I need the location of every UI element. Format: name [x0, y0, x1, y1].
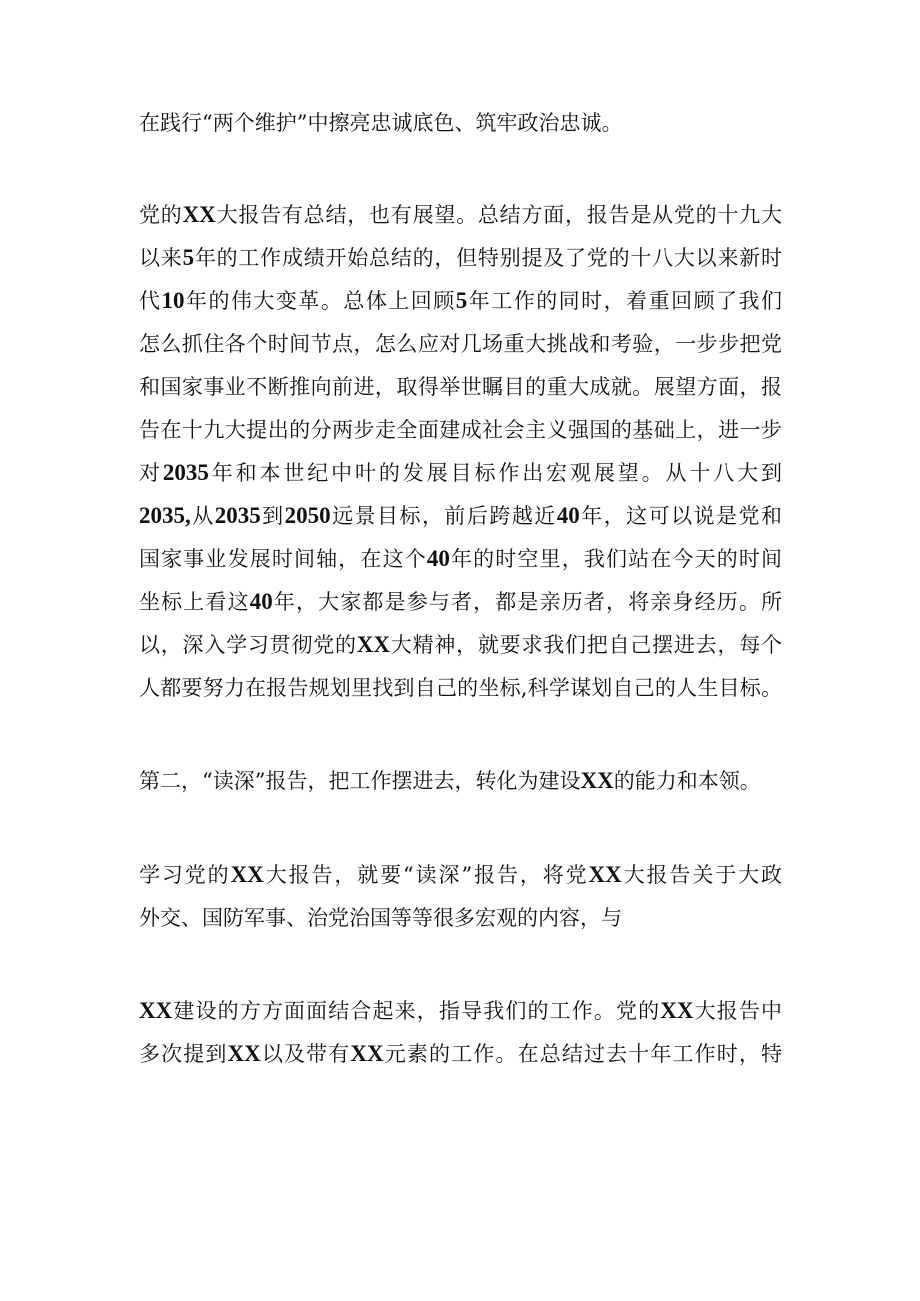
bold-run: 2035 [214, 503, 261, 528]
text-line [139, 414, 782, 446]
text-run: 对 [139, 461, 163, 485]
bold-run: 2035 [162, 460, 209, 485]
text-run: 元素的工作。在总结过去十年工作时，特 [383, 1042, 783, 1066]
text-line [139, 199, 782, 231]
text-line [139, 1038, 782, 1070]
text-run: 大报告有总结，也有展望。总结方面，报告是从党的十九大 [215, 203, 783, 227]
text-run: 年的伟大变革。总体上回顾 [184, 289, 456, 313]
text-run: 告在十九大提出的分两步走全面建成社会主义强国的基础上，进一步 [139, 418, 782, 442]
bold-run: 5 [182, 245, 195, 270]
text-run: 党的 [139, 203, 183, 227]
text-run: 从 [190, 504, 215, 528]
text-line [139, 629, 782, 661]
text-run: 怎么抓住各个时间节点，怎么应对几场重大挑战和考验，一步步把党 [139, 332, 782, 356]
text-line [139, 543, 782, 575]
text-run: 的能力和本领。 [613, 769, 761, 793]
text-line [139, 107, 622, 139]
text-line [139, 457, 782, 489]
bold-run: 2035, [139, 503, 191, 528]
bold-run: XX [588, 862, 622, 887]
bold-run: XX [660, 998, 694, 1023]
text-line [139, 859, 782, 891]
bold-run: 2050 [284, 503, 331, 528]
text-run: 代 [139, 289, 162, 313]
text-line [139, 242, 782, 274]
text-run: 建设的方方面面结合起来，指导我们的工作。党的 [172, 999, 661, 1023]
text-run: 学习党的 [139, 863, 231, 887]
text-line [139, 500, 782, 532]
bold-run: 5 [455, 288, 468, 313]
text-run: 以，深入学习贯彻党的 [139, 633, 357, 657]
text-run: 年，大家都是参与者，都是亲历者，将亲身经历。所 [272, 590, 783, 614]
text-run: 坐标上看这 [139, 590, 250, 614]
text-run: 年，这可以说是党和 [579, 504, 782, 528]
text-run: 在践行“两个维护”中擦亮忠诚底色、筑牢政治忠诚。 [139, 111, 623, 135]
text-run: 年的工作成绩开始总结的，但特别提及了党的十八大以来新时 [194, 246, 783, 270]
text-line [139, 371, 782, 403]
bold-run: 10 [161, 288, 185, 313]
bold-run: XX [356, 632, 391, 657]
text-line [139, 672, 782, 704]
text-run: 年工作的同时，着重回顾了我们 [467, 289, 783, 313]
text-run: 大报告关于大政 [621, 863, 782, 887]
bold-run: XX [230, 862, 264, 887]
text-run: 和国家事业不断推向前进，取得举世瞩目的重大成就。展望方面，报 [139, 375, 782, 399]
text-run: 年和本世纪中叶的发展目标作出宏观展望。从十八大到 [208, 461, 783, 485]
text-run: 以来 [139, 246, 183, 270]
text-line [139, 995, 782, 1027]
bold-run: XX [139, 998, 173, 1023]
text-line [139, 285, 782, 317]
text-run: 到 [260, 504, 285, 528]
text-line [139, 765, 761, 797]
text-run: 年的时空里，我们站在今天的时间 [449, 547, 783, 571]
text-run: 多次提到 [139, 1042, 228, 1066]
text-run: 第二，“读深”报告，把工作摆进去，转化为建设 [139, 769, 581, 793]
text-line [139, 902, 622, 934]
bold-run: XX [580, 768, 614, 793]
text-run: 外交、国防军事、治党治国等等很多宏观的内容，与 [139, 906, 622, 930]
bold-run: XX [227, 1041, 261, 1066]
text-line [139, 586, 782, 618]
text-run: 大精神，就要求我们把自己摆进去，每个 [390, 633, 783, 657]
bold-run: XX [350, 1041, 384, 1066]
text-line [139, 328, 782, 360]
text-run: 远景目标，前后跨越近 [330, 504, 557, 528]
bold-run: 40 [556, 503, 580, 528]
bold-run: XX [182, 202, 216, 227]
text-run: 大报告，就要“读深”报告，将党 [263, 863, 589, 887]
text-run: 大报告中 [693, 999, 783, 1023]
text-run: 国家事业发展时间轴，在这个 [139, 547, 427, 571]
bold-run: 40 [249, 589, 273, 614]
text-run: 以及带有 [260, 1042, 351, 1066]
bold-run: 40 [426, 546, 450, 571]
text-run: 人都要努力在报告规划里找到自己的坐标,科学谋划自己的人生目标。 [139, 676, 782, 700]
